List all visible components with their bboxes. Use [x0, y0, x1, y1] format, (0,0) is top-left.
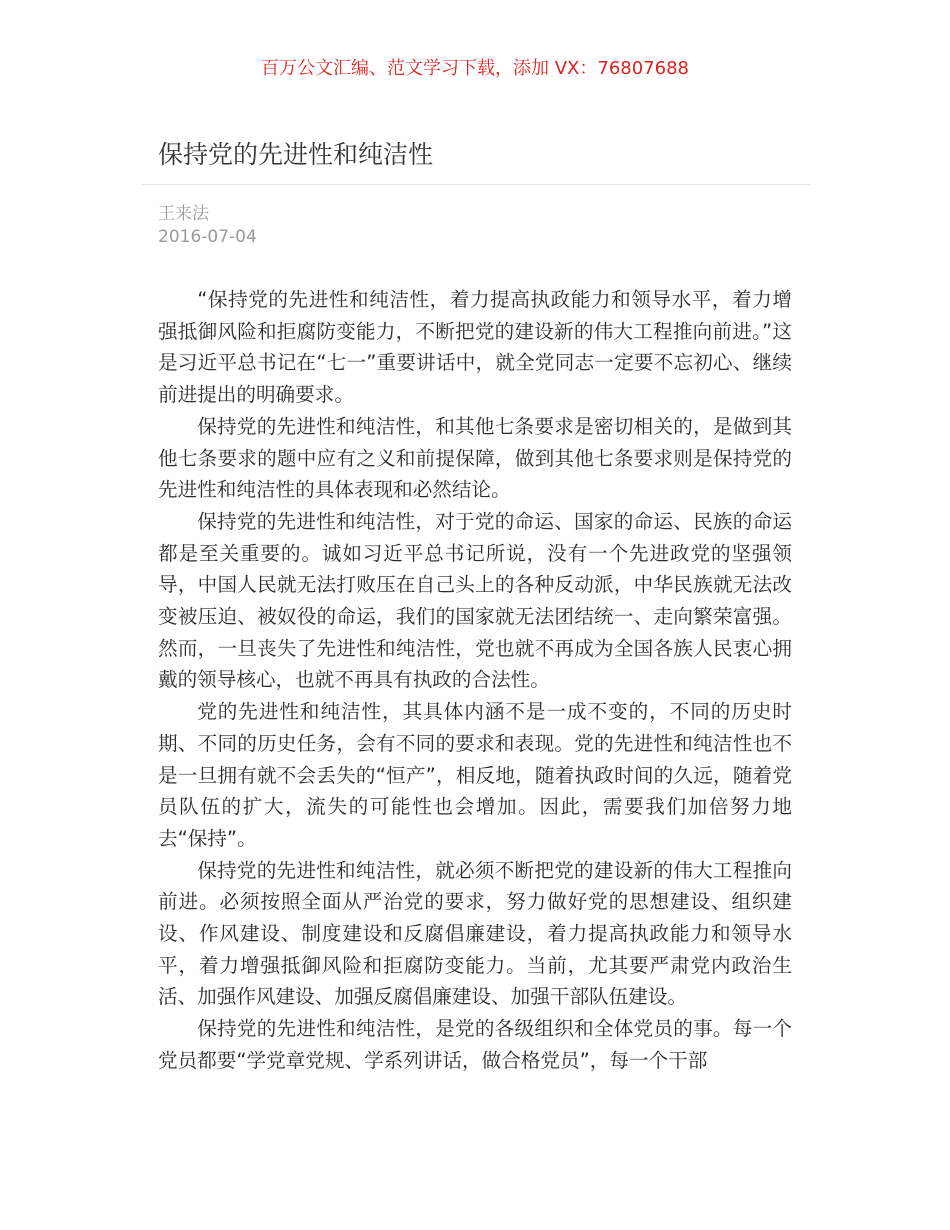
author-name: 王来法 [158, 204, 209, 224]
paragraph: 保持党的先进性和纯洁性，就必须不断把党的建设新的伟大工程推向前进。必须按照全面从严治党的要求，努力做好党的思想建设、组织建设、作风建设、制度建设和反腐倡廉建设，着力提高执政能力和领导水平，着力增强抵御风险和拒腐防变能力。当前，尤其要严肃党内政治生活、加强作风建设、加强反腐倡廉建设、加强干部队伍建设。 [158, 858, 792, 1009]
article-title: 保持党的先进性和纯洁性 [158, 140, 434, 169]
header-banner: 百万公文汇编、范文学习下载，添加 VX：76807688 [261, 58, 689, 79]
paragraph: 保持党的先进性和纯洁性，是党的各级组织和全体党员的事。每一个党员都要“学党章党规、学系列讲话，做合格党员”，每一个干部 [158, 1017, 792, 1072]
paragraph: “保持党的先进性和纯洁性，着力提高执政能力和领导水平，着力增强抵御风险和拒腐防变能力，不断把党的建设新的伟大工程推向前进。”这是习近平总书记在“七一”重要讲话中，就全党同志一定要不忘初心、继续前进提出的明确要求。 [158, 288, 792, 407]
publish-date: 2016-07-04 [158, 227, 257, 247]
paragraph: 保持党的先进性和纯洁性，对于党的命运、国家的命运、民族的命运都是至关重要的。诚如习近平总书记所说，没有一个先进政党的坚强领导，中国人民就无法打败压在自己头上的各种反动派，中华民族就无法改变被压迫、被奴役的命运，我们的国家就无法团结统一、走向繁荣富强。然而，一旦丧失了先进性和纯洁性，党也就不再成为全国各族人民衷心拥戴的领导核心，也就不再具有执政的合法性。 [158, 509, 792, 692]
article-body [158, 284, 792, 1077]
article-meta [158, 203, 257, 249]
paragraph: 党的先进性和纯洁性，其具体内涵不是一成不变的，不同的历史时期、不同的历史任务，会有不同的要求和表现。党的先进性和纯洁性也不是一旦拥有就不会丢失的“恒产”，相反地，随着执政时间的久远，随着党员队伍的扩大，流失的可能性也会增加。因此，需要我们加倍努力地去“保持”。 [158, 700, 792, 850]
paragraph: 保持党的先进性和纯洁性，和其他七条要求是密切相关的，是做到其他七条要求的题中应有之义和前提保障，做到其他七条要求则是保持党的先进性和纯洁性的具体表现和必然结论。 [158, 414, 792, 502]
title-divider [141, 184, 811, 185]
